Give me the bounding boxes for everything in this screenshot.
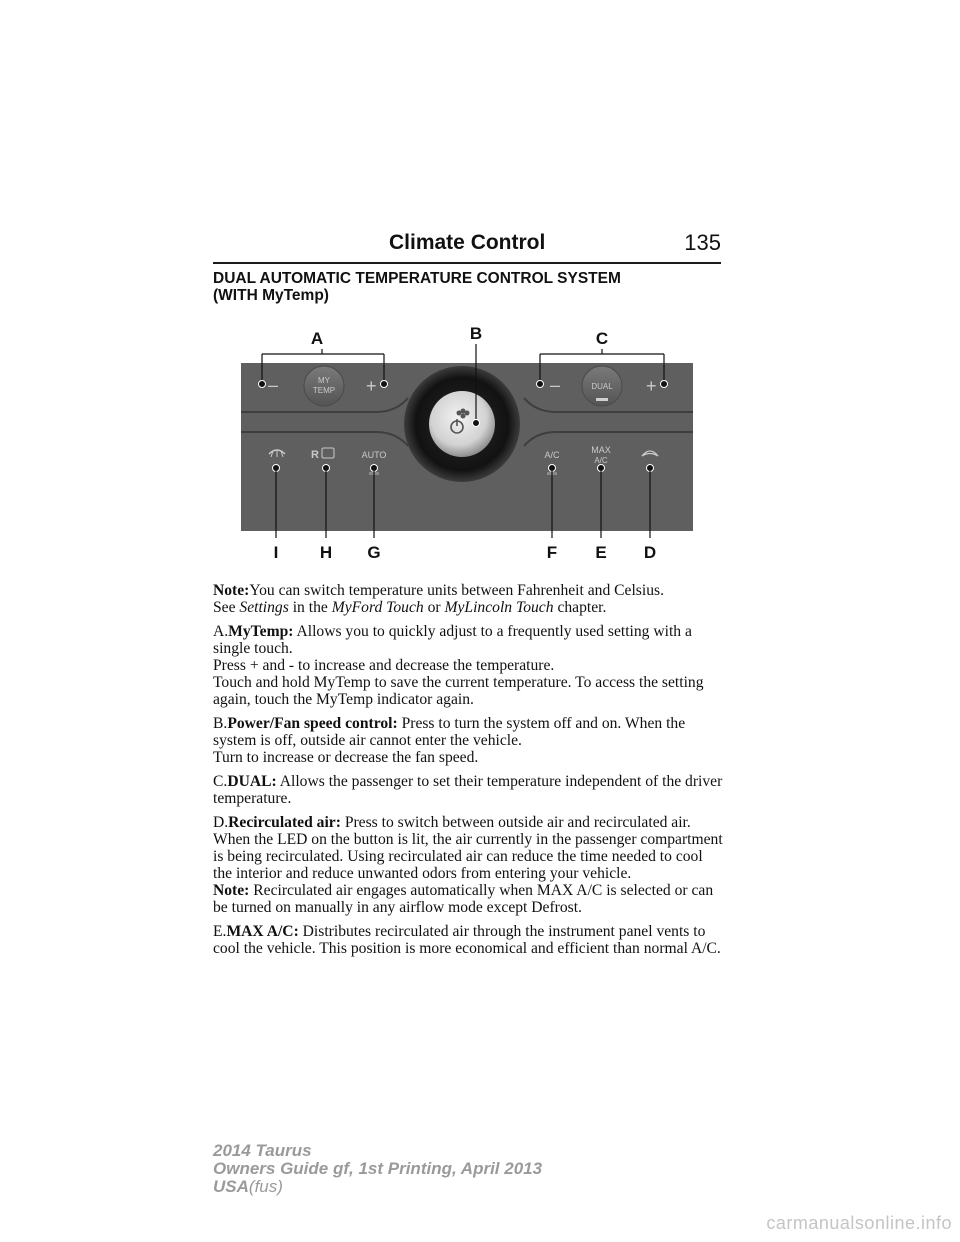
note-units-text: You can switch temperature units between Fahrenheit and Celsius. (249, 582, 664, 599)
callout-f-label: F (546, 543, 558, 562)
item-c-label: DUAL: (227, 773, 277, 790)
item-a-line3: Touch and hold MyTemp to save the current temperature. To access the setting again, touch the MyTemp indicator again. (213, 674, 704, 708)
item-a (213, 623, 725, 708)
passenger-temp-minus-label[interactable]: – (550, 375, 561, 395)
dual-button-label: DUAL (591, 382, 613, 391)
max-ac-ac-label: A/C (594, 456, 608, 465)
callout-i-label: I (273, 543, 279, 562)
callout-b-label: B (469, 324, 483, 343)
max-ac-max-label: MAX (591, 445, 611, 455)
callout-d-label: D (643, 543, 657, 562)
climate-panel-illustration (236, 320, 696, 570)
callout-c-label: C (595, 329, 609, 348)
item-e-text: Distributes recirculated air through the instrument panel vents to cool the vehicle. This position is more economical and efficient than normal A/C. (213, 923, 721, 957)
item-d-letter: D. (213, 814, 229, 831)
note-see: See (213, 599, 236, 616)
item-a-line2: Press + and - to increase and decrease the temperature. (213, 657, 555, 674)
callout-h-label: H (319, 543, 333, 562)
item-c-text: Allows the passenger to set their temperature independent of the driver temperature. (213, 773, 723, 807)
section-heading-line-2: (WITH MyTemp) (213, 287, 329, 304)
item-a-label: MyTemp: (228, 623, 294, 640)
item-d-text: Press to switch between outside air and recirculated air. When the LED on the button is lit, the air currently in the passenger compartment is being recirculated. Using recirculated air can reduce the time needed to cool the interior and reduce unwanted odors from entering your vehicle. (213, 814, 723, 882)
item-b-text: Press to turn the system off and on. When the system is off, outside air cannot enter the vehicle. (213, 715, 686, 749)
footer-model: 2014 Taurus (213, 1141, 312, 1160)
item-c (213, 773, 725, 807)
note-mylincoln-touch: MyLincoln Touch (444, 599, 554, 616)
page-number: 135 (684, 230, 721, 255)
item-e-label: MAX A/C: (226, 923, 299, 940)
body-text (213, 582, 725, 964)
item-b-letter: B. (213, 715, 228, 732)
driver-temp-plus-label[interactable]: + (366, 376, 377, 396)
item-c-letter: C. (213, 773, 228, 790)
item-a-text: Allows you to quickly adjust to a frequently used setting with a single touch. (213, 623, 692, 657)
footer-market-country: USA (213, 1177, 249, 1196)
passenger-temp-plus-label[interactable]: + (646, 376, 657, 396)
item-b-label: Power/Fan speed control: (227, 715, 398, 732)
ac-button-label: A/C (544, 450, 560, 460)
note-or: or (427, 599, 441, 616)
section-heading (213, 270, 733, 304)
item-a-letter: A. (213, 623, 229, 640)
item-d-note-label: Note: (213, 882, 250, 899)
footer-market (213, 1178, 542, 1196)
watermark-link[interactable]: carmanualsonline.info (766, 1213, 952, 1233)
item-e-letter: E. (213, 923, 227, 940)
auto-button-label: AUTO (361, 450, 387, 460)
dual-indicator-led (596, 398, 608, 401)
item-b-line2: Turn to increase or decrease the fan speed. (213, 749, 479, 766)
section-heading-line-1: DUAL AUTOMATIC TEMPERATURE CONTROL SYSTEM (213, 270, 621, 287)
mytemp-button-label-temp: TEMP (312, 386, 336, 395)
item-d-label: Recirculated air: (228, 814, 341, 831)
footer-guide: Owners Guide gf, 1st Printing, April 2013 (213, 1159, 543, 1178)
note-label: Note: (213, 582, 250, 599)
climate-control-panel-figure (236, 320, 696, 570)
rear-defrost-r-label: R (311, 449, 319, 461)
chapter-title: Climate Control (389, 231, 546, 254)
callout-e-label: E (595, 543, 607, 562)
page-header (213, 228, 721, 264)
driver-temp-minus-label[interactable]: – (268, 375, 279, 395)
item-e (213, 923, 725, 957)
item-d-note-text: Recirculated air engages automatically when MAX A/C is selected or can be turned on manually in any airflow mode except Defrost. (213, 882, 714, 916)
note-chapter: chapter. (557, 599, 607, 616)
item-d (213, 814, 725, 916)
note-myford-touch: MyFord Touch (331, 599, 424, 616)
note-settings-link: Settings (239, 599, 289, 616)
callout-a-label: A (310, 329, 324, 348)
callout-g-label: G (367, 543, 381, 562)
note-units (213, 582, 725, 616)
footer-market-code: (fus) (248, 1177, 283, 1196)
item-b (213, 715, 725, 766)
note-in-the: in the (292, 599, 328, 616)
mytemp-button-label-my: MY (318, 376, 330, 385)
page-footer (213, 1142, 542, 1196)
